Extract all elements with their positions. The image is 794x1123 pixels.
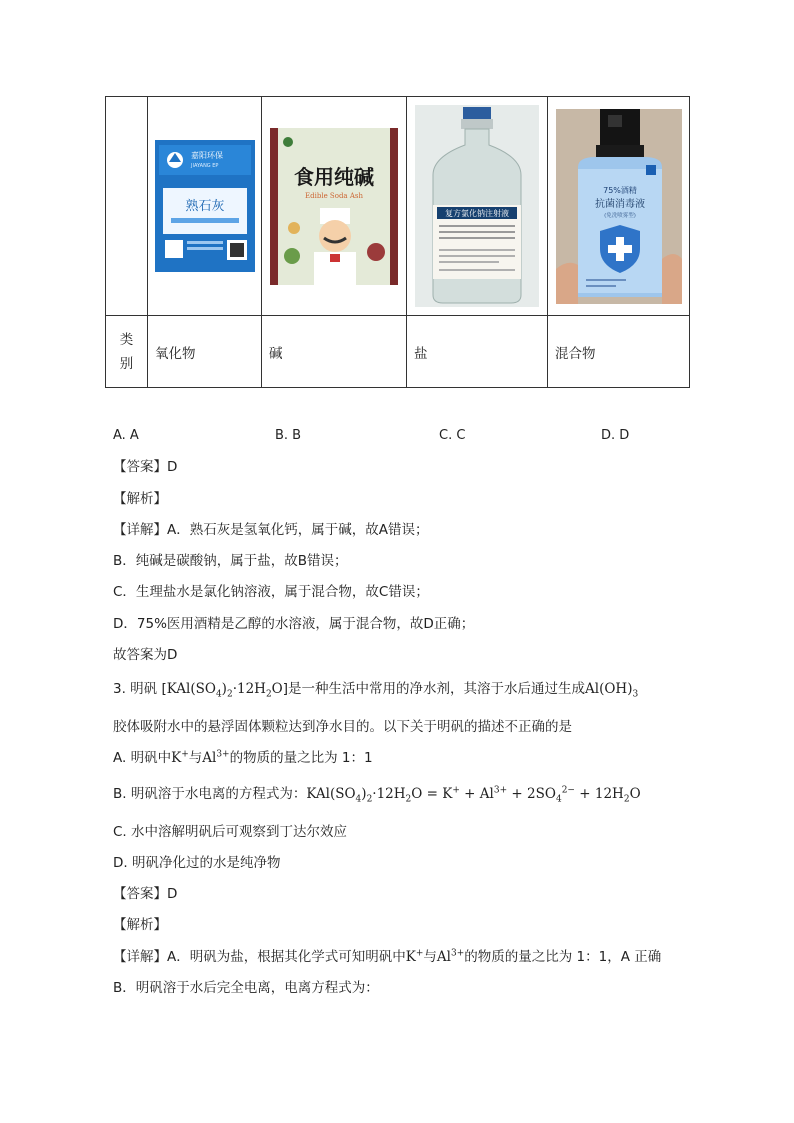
slaked-lime-bag-icon [155, 140, 255, 272]
aluminum-ion: $Al^{3+}$ [436, 948, 465, 965]
q3-detail-b: B．明矾溶于水后完全电离，电离方程式为： [113, 980, 379, 996]
q2-detail-a: 【详解】A．熟石灰是氢氧化钙，属于碱，故A错误； [113, 522, 429, 538]
q2-conclusion: 故答案为D [113, 647, 178, 663]
q3-option-a [113, 749, 373, 767]
category-cell: 碱 [262, 316, 407, 388]
q2-detail-b: B．纯碱是碳酸钠，属于盐，故B错误； [113, 553, 348, 569]
product-cell-soda-ash [262, 97, 407, 316]
alcohol-label-top: 75%酒精 [602, 185, 637, 195]
potassium-ion: K+ [171, 749, 189, 766]
bag-brand: 嘉阳环保 [190, 151, 223, 160]
product-cell-saline [407, 97, 548, 316]
option-d: D. D [601, 428, 630, 443]
soda-ash-bag-icon [270, 128, 398, 285]
q3-option-b [113, 785, 641, 803]
option-a: A. A [113, 428, 139, 443]
q2-answer: 【答案】D [113, 459, 178, 475]
q3-option-d: D. 明矾净化过的水是纯净物 [113, 855, 281, 871]
aluminum-ion: $Al^{3+}$ [202, 749, 230, 766]
category-cell: 氧化物 [148, 316, 262, 388]
soda-label: 食用纯碱 [294, 164, 374, 189]
q3-option-a-part1: A. 明矾中 [113, 750, 172, 766]
q3-stem-line1 [113, 680, 638, 698]
q3-stem-part1: 3. 明矾 [ [113, 681, 167, 697]
q2-detail-c: C．生理盐水是氯化钠溶液，属于混合物，故C错误； [113, 584, 429, 600]
ionization-equation: $KAl(SO_4)_2\cdot 12H_2O = K^+ + Al^{3+} + 2SO_4^{2-} + 12H_2O$ [306, 785, 641, 805]
alcohol-spray-bottle-icon [556, 109, 682, 304]
q2-analysis: 【解析】 [113, 491, 167, 507]
q2-detail-d: D．75%医用酒精是乙醇的水溶液，属于混合物，故D正确； [113, 616, 475, 632]
saline-label: 复方氯化钠注射液 [445, 209, 509, 218]
option-c: C. C [439, 428, 466, 443]
q3-detail-a-part1: 【详解】A．明矾为盐，根据其化学式可知明矾中 [113, 949, 406, 965]
q3-option-a-part2: 与 [188, 750, 203, 766]
aluminum-hydroxide-formula: $Al(OH)_3$ [585, 681, 639, 700]
q3-option-c: C. 水中溶解明矾后可观察到丁达尔效应 [113, 824, 348, 840]
classification-table [105, 96, 690, 388]
potassium-ion: K+ [405, 948, 424, 965]
row-header-category [106, 316, 148, 388]
q3-option-a-part3: 的物质的量之比为 1：1 [229, 750, 373, 766]
product-cell-slaked-lime [148, 97, 262, 316]
option-b: B. B [275, 428, 302, 443]
product-cell-alcohol [548, 97, 690, 316]
bag-brand-en: JIAYANG EP [190, 163, 218, 169]
saline-bottle-icon [415, 105, 539, 307]
q3-answer: 【答案】D [113, 886, 178, 902]
q3-detail-a-part2: 与 [423, 949, 437, 965]
q3-analysis: 【解析】 [113, 917, 167, 933]
q3-detail-a-part3: 的物质的量之比为 1：1，A 正确 [464, 949, 662, 965]
category-cell: 盐 [407, 316, 548, 388]
category-cell: 混合物 [548, 316, 690, 388]
row-header-label: 类别 [119, 331, 134, 372]
alcohol-label: 抗菌消毒液 [594, 198, 645, 210]
q3-detail-a [113, 948, 661, 966]
q3-option-b-text: B. 明矾溶于水电离的方程式为： [113, 786, 307, 802]
alcohol-label-sub: (免洗喷雾型) [603, 212, 636, 219]
bag-label: 熟石灰 [184, 199, 225, 214]
alum-formula: $KAl(SO_4)_2\cdot 12H_2O$ [166, 681, 283, 700]
q2-options [113, 428, 673, 446]
q3-stem-part2: ]是一种生活中常用的净水剂，其溶于水后通过生成 [282, 681, 586, 697]
soda-label-en: Edible Soda Ash [305, 191, 363, 200]
q3-stem-line2: 胶体吸附水中的悬浮固体颗粒达到净水目的。以下关于明矾的描述不正确的是 [113, 719, 572, 735]
empty-header-cell [106, 97, 148, 316]
